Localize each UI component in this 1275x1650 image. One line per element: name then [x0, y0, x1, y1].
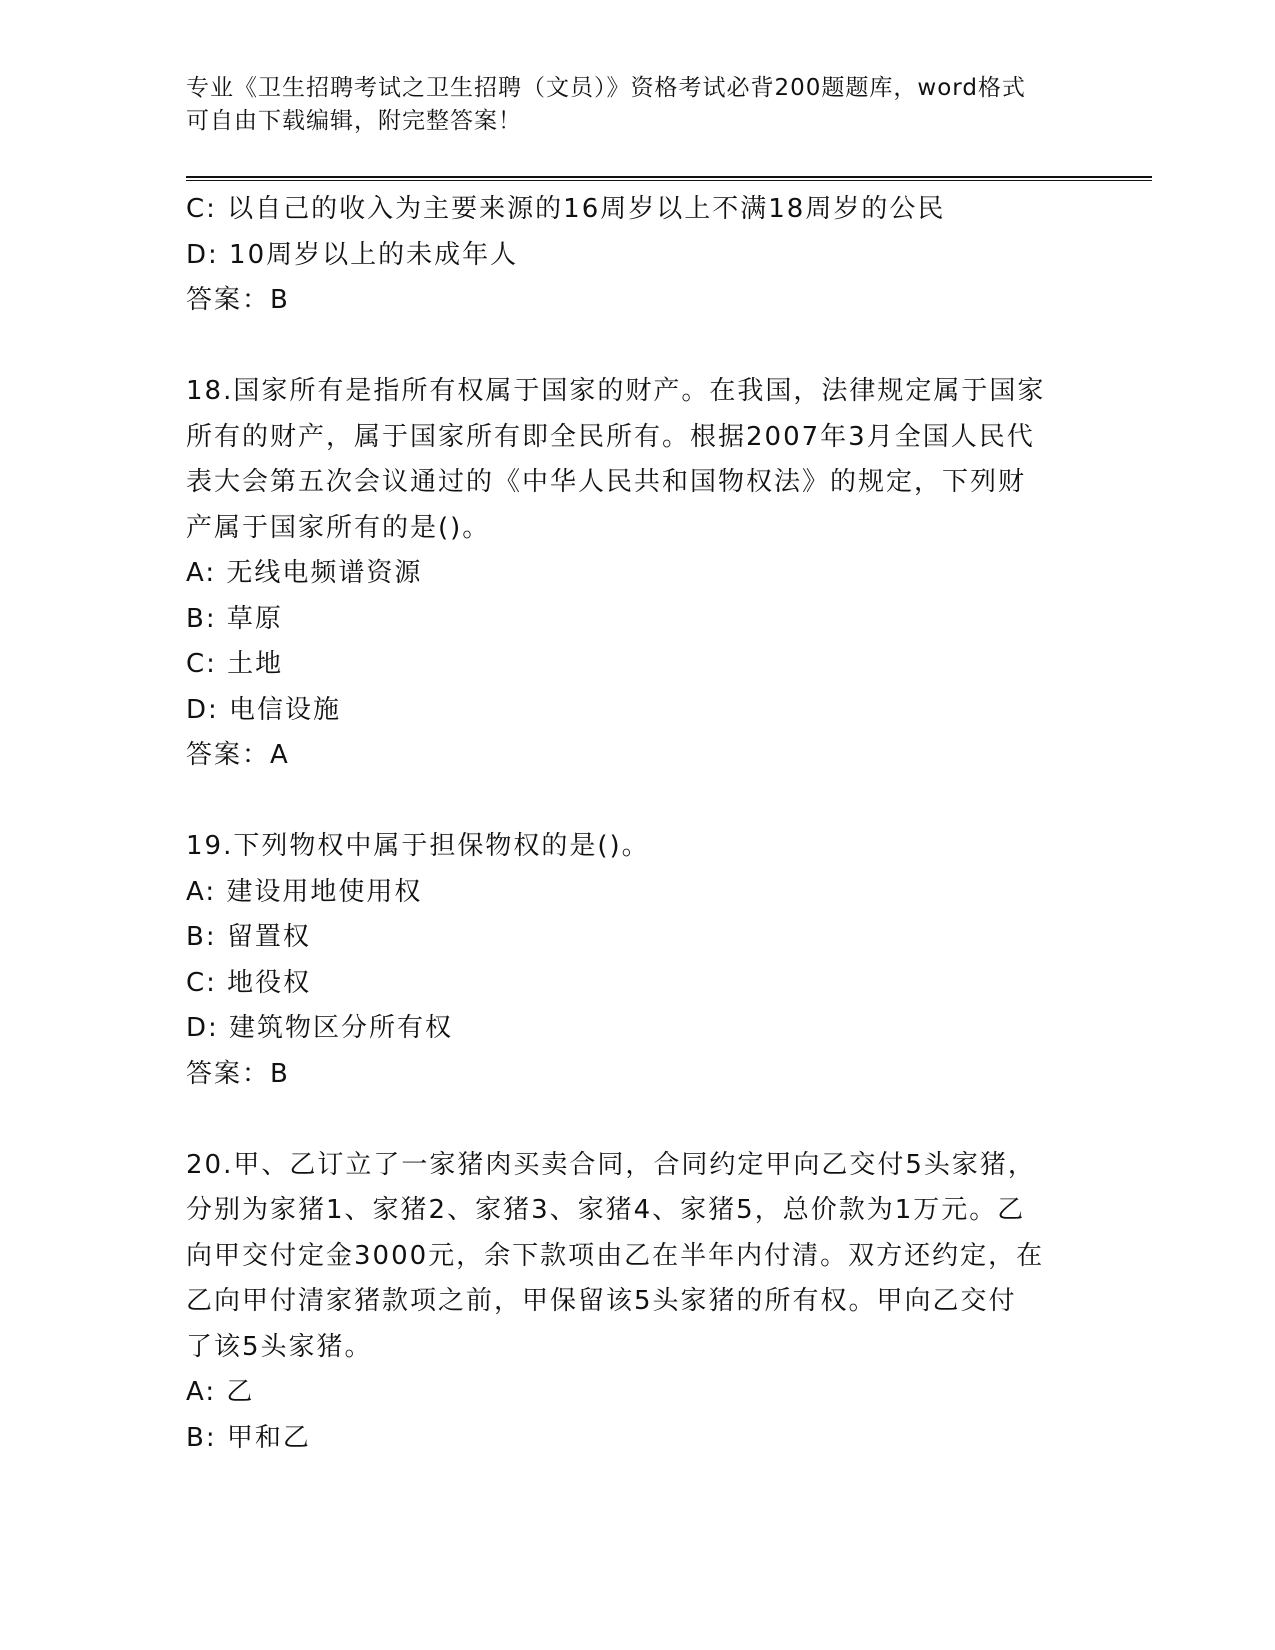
spacer: [186, 779, 1076, 825]
answer-label: 答案：B: [186, 285, 290, 315]
option-d: D: 10周岁以上的未成年人: [186, 239, 519, 270]
question-stem-line: 产属于国家所有的是()。: [186, 512, 491, 543]
option-b: B: 草原: [186, 603, 283, 634]
question-stem-line: 乙向甲付清家猪款项之前，甲保留该5头家猪的所有权。甲向乙交付: [186, 1286, 1017, 1316]
option-a: A: 无线电频谱资源: [186, 558, 423, 588]
question-stem-line: 分别为家猪1、家猪2、家猪3、家猪4、家猪5，总价款为1万元。乙: [186, 1195, 1026, 1225]
document-header: [186, 72, 1086, 138]
spacer: [186, 324, 1076, 370]
option-c: C: 以自己的收入为主要来源的16周岁以上不满18周岁的公民: [186, 194, 946, 224]
option-a: A: 乙: [186, 1377, 255, 1407]
header-title-line-1: 专业《卫生招聘考试之卫生招聘（文员）》资格考试必背200题题库，word格式: [186, 75, 1026, 101]
question-stem-line: 表大会第五次会议通过的《中华人民共和国物权法》的规定，下列财: [186, 467, 1027, 497]
question-18: [186, 369, 1076, 779]
question-19: [186, 824, 1076, 1097]
answer-label: 答案：A: [186, 740, 290, 770]
question-stem-line: 19.下列物权中属于担保物权的是()。: [186, 831, 650, 861]
header-title-line-2: 可自由下载编辑，附完整答案！: [186, 108, 522, 134]
question-list: [186, 187, 1076, 1461]
question-stem-line: 向甲交付定金3000元，余下款项由乙在半年内付清。双方还约定，在: [186, 1240, 1045, 1271]
question-stem-line: 所有的财产，属于国家所有即全民所有。根据2007年3月全国人民代: [186, 421, 1035, 452]
option-d: D: 建筑物区分所有权: [186, 1013, 454, 1043]
option-c: C: 地役权: [186, 967, 312, 998]
option-a: A: 建设用地使用权: [186, 876, 423, 907]
question-17-continued: [186, 187, 1076, 324]
question-stem-line: 20.甲、乙订立了一家猪肉买卖合同，合同约定甲向乙交付5头家猪，: [186, 1149, 1036, 1180]
option-d: D: 电信设施: [186, 694, 342, 725]
option-b: B: 留置权: [186, 922, 311, 952]
answer-label: 答案：B: [186, 1058, 290, 1089]
question-20: [186, 1143, 1076, 1462]
question-stem-line: 了该5头家猪。: [186, 1331, 373, 1362]
option-b: B: 甲和乙: [186, 1422, 311, 1453]
spacer: [186, 1097, 1076, 1143]
option-c: C: 土地: [186, 649, 284, 679]
header-divider: [186, 176, 1152, 181]
question-stem-line: 18.国家所有是指所有权属于国家的财产。在我国，法律规定属于国家: [186, 376, 1046, 406]
